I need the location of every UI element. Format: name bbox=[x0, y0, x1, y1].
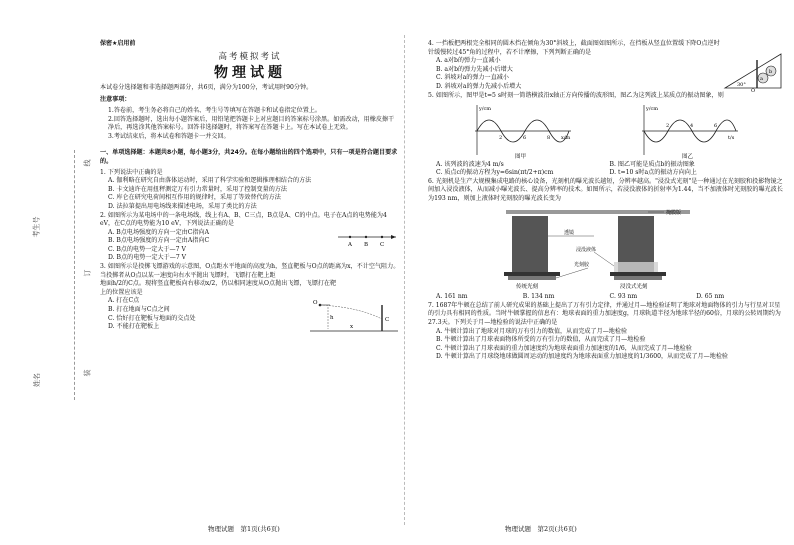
q5-fig1-caption: 图甲 bbox=[514, 153, 526, 159]
q4-option-d: D. 斜坡对a的弹力先减小后增大 bbox=[436, 82, 522, 90]
note-2: 2.回答选择题时，选出每小题答案后，用铅笔把答题卡上对应题目的答案标号涂黑。如需改动，用橡皮擦干净后，再选涂其他答案标号。回答非选择题时，将答案写在答题卡上。写在本试卷上无效。 bbox=[108, 115, 395, 132]
q3-option-d: D. 不能打在靶板上 bbox=[108, 323, 160, 331]
q2-stem: 2. 如图所示为某电场中的一条电场线，线上有A、B、C三点，B点是A、C的中点。电子在A点的电势能为4 eV，在C点的电势能为10 eV，下列说法正确的是 bbox=[100, 211, 387, 228]
q5-figures bbox=[428, 101, 783, 161]
q3-label-o: O bbox=[313, 300, 318, 307]
q5-fig2-xlabel: t/s bbox=[728, 134, 735, 141]
seal-char-3: 装 bbox=[83, 369, 92, 377]
q4-stem: 4. 一挡板把两根完全相同的圆木挡在倾角为30°斜坡上，截面图如图所示，在挡板从竖直位置缓下降O点逆时针缓慢转过45°角的过程中，若不计摩擦，下列判断正确的是 bbox=[428, 40, 720, 56]
q1-stem: 1. 下列说法中正确的是 bbox=[100, 168, 163, 176]
q5-options-row-2 bbox=[428, 169, 783, 178]
q6-label-resist: 光刻胶 bbox=[574, 261, 590, 268]
page-fold bbox=[404, 35, 405, 525]
q3-stem-a: 3. 如图所示是投掷飞镖游戏的示意图，O点距水平地面的高度为h，竖直靶板与O点的距离为x，不计空气阻力。当投掷者从O点以某一速度向右水平抛出飞镖时，飞镖打在靶上距 bbox=[100, 263, 400, 279]
q5-option-c: C. 质点c的振动方程为y=6sin(πt/2+π)cm bbox=[436, 169, 554, 177]
q2-label-a: A bbox=[348, 241, 352, 248]
seal-char-1: 线 bbox=[83, 159, 92, 167]
q5-option-a: A. 该列波的波速为4 m/s bbox=[436, 160, 504, 168]
q6-options bbox=[428, 293, 783, 302]
exam-title: 高考模拟考试 bbox=[218, 51, 282, 62]
left-content bbox=[100, 40, 400, 335]
q4-label-a: a bbox=[760, 76, 763, 82]
q3-option-c: C. 恰好打在靶板与地面的交点处 bbox=[108, 314, 196, 322]
q3-option-a: A. 打在C点 bbox=[108, 297, 140, 305]
q5-fig1-tick-3: 8 bbox=[546, 134, 550, 141]
q1-option-a: A. 伽利略在研究自由落体运动时，采用了科学实验和逻辑推理相结合的方法 bbox=[108, 177, 312, 185]
q5-option-d: D. t=10 s时a点的振动方向向上 bbox=[609, 169, 697, 177]
q1-option-b: B. 卡文迪许在用扭秤测定万有引力常量时，采用了控制变量的方法 bbox=[108, 185, 287, 193]
left-footer: 物理试题 第1页(共6页) bbox=[208, 525, 280, 533]
q6-lithography-figure bbox=[498, 206, 698, 290]
seal-char-2: 订 bbox=[83, 269, 92, 277]
q2-label-c: C bbox=[380, 241, 385, 248]
q5-vibration-figure bbox=[634, 103, 744, 159]
q2-field-line-figure bbox=[336, 229, 400, 249]
q3-dart-figure bbox=[308, 297, 400, 335]
q7-option-a: A. 牛顿计算出了地球对月球的万有引力的数值，从而完成了月—地检验 bbox=[436, 327, 628, 335]
q3-label-h: h bbox=[330, 315, 334, 322]
q5-wave-figure bbox=[467, 103, 577, 159]
q4-block bbox=[428, 40, 783, 92]
q4-option-b: B. a对b的弹力先减小后增大 bbox=[436, 65, 513, 73]
confidential-mark: 保密★启用前 bbox=[100, 40, 136, 47]
q5-option-b: B. 图乙可能是质点b的振动图象 bbox=[609, 160, 695, 168]
q2-option-b: B. B点电场强度的方向一定由A指向C bbox=[108, 237, 210, 245]
q7-option-c: C. 牛顿计算出了月球表面的重力加速度约为地球表面重力加速度的1/6，从而完成了月—地检验 bbox=[436, 344, 692, 352]
q6-option-a: A. 161 nm bbox=[436, 293, 468, 301]
q1-option-d: D. 法拉第提出用电场线来描述电场，采用了类比的方法 bbox=[108, 202, 257, 210]
q5-fig2-tick-2: 4 bbox=[690, 122, 694, 129]
q5-fig2-tick-3: 6 bbox=[714, 122, 718, 129]
q6-option-d: D. 65 nm bbox=[696, 293, 725, 301]
q4-text bbox=[428, 40, 723, 92]
q6-option-c: C. 93 nm bbox=[609, 293, 638, 301]
binding-margin bbox=[0, 0, 96, 545]
q6-label-mask: 掩膜版 bbox=[666, 209, 682, 216]
right-content bbox=[428, 40, 783, 362]
q2-option-c: C. B点的电势一定大于—7 V bbox=[108, 245, 186, 253]
name-label: 姓名 bbox=[33, 373, 41, 387]
notes-title: 注意事项： bbox=[100, 96, 131, 104]
q4-label-angle: 30° bbox=[737, 82, 746, 88]
q4-option-c: C. 斜坡对a的弹力一直减小 bbox=[436, 74, 509, 82]
q7-stem: 7. 1687年牛顿在总结了前人研究成果的基础上提出了万有引力定律，并通过月—地检验证明了地球对地面物体的引力与行星对卫星的引力具有相同的性质。当时牛顿掌握的信息有：地球表面的重力加速度g，月球轨道半径为地球半径的60倍，月球的公转周期约为27.3天。下列关于月—地检验的说法中正确的是 bbox=[428, 301, 781, 326]
q4-label-b: b bbox=[769, 69, 773, 75]
q2-row bbox=[100, 229, 400, 263]
exam-number-label: 考生号 bbox=[32, 216, 41, 238]
q3-label-c: C bbox=[385, 317, 390, 324]
q5-fig1-tick-2: 6 bbox=[522, 134, 526, 141]
q5-options-row-1 bbox=[428, 161, 783, 170]
q6-stem: 6. 光刻机是生产大规模集成电路的核心设备，光刻机的曝光波长越短，分辨率越高。"浸没式光刻"是一种通过在光刻胶和投影物镜之间加入浸没液体，从而减小曝光波长、提高分辨率的技术。如图所示，若浸没液体的折射率为1.44，当不加液体时光刻胶的曝光波长为193 nm，则加上液体时光刻胶的曝光波长变为 bbox=[428, 177, 783, 202]
q5-fig1-tick-1: 2 bbox=[498, 134, 502, 141]
q3-stem-b: 地面h/2的C点。现将竖直靶板向右移动x/2，仍以相同速度从O点抛出飞镖，飞镖打在靶 bbox=[100, 280, 337, 288]
q5-fig1-xlabel: x/m bbox=[560, 134, 570, 141]
q7-option-b: B. 牛顿计算出了月球表面物体所受的万有引力的数值，从而完成了月—地检验 bbox=[436, 336, 646, 344]
q6-caption-traditional: 传统光刻 bbox=[516, 283, 539, 290]
q2-option-a: A. B点电场强度的方向一定由C指向A bbox=[108, 228, 210, 236]
q7-option-d: D. 牛顿计算出了月球绕地球做圆周运动的加速度约为地球表面重力加速度的1/3600，从而完成了月—地检验 bbox=[436, 353, 729, 361]
right-footer: 物理试题 第2页(共6页) bbox=[505, 525, 577, 533]
q2-label-b: B bbox=[364, 241, 369, 248]
q6-option-b: B. 134 nm bbox=[522, 293, 555, 301]
note-3: 3.考试结束后，将本试卷和答题卡一并交回。 bbox=[108, 132, 230, 140]
q3-stem-c: 上的位置应该是 bbox=[100, 288, 143, 296]
binding-line bbox=[74, 150, 75, 400]
q5-fig2-ylabel: y/cm bbox=[646, 105, 659, 112]
q5-fig1-ylabel: y/cm bbox=[478, 105, 491, 112]
section-1-heading: 一、单项选择题：本题共8小题，每小题3分，共24分。在每小题给出的四个选项中，只有一项是符合题目要求的。 bbox=[100, 149, 398, 165]
q5-fig2-caption: 图乙 bbox=[682, 153, 694, 159]
q6-figure-wrap bbox=[428, 204, 783, 294]
q2-option-d: D. B点的电势一定大于—7 V bbox=[108, 254, 187, 262]
q2-options bbox=[100, 229, 336, 263]
q4-slope-figure bbox=[723, 40, 783, 92]
subject-title: 物理试题 bbox=[214, 65, 286, 82]
q3-option-b: B. 打在地面与C点之间 bbox=[108, 306, 170, 314]
q3-options bbox=[100, 297, 308, 335]
q5-stem: 5. 如图所示，图甲是t=5 s时刻一简谐横波沿x轴正方向传播的波形图，图乙为这列波上某质点的振动图象，则 bbox=[428, 92, 724, 99]
q1-option-c: C. 库仑在研究电荷间相互作用的规律时，采用了等效替代的方法 bbox=[108, 194, 281, 202]
q4-label-o: O bbox=[751, 88, 756, 92]
note-1: 1.答卷前，考生务必将自己的姓名、考生号等填写在答题卡和试卷指定位置上。 bbox=[108, 106, 322, 114]
q3-label-x: x bbox=[350, 324, 354, 331]
q4-option-a: A. a对b的弹力一直减小 bbox=[436, 57, 501, 65]
intro-text: 本试卷分选择题和非选择题两部分，共6页，满分为100分，考试用时90分钟。 bbox=[100, 83, 313, 91]
q6-caption-immersion: 浸没式光刻 bbox=[620, 283, 648, 290]
q6-label-liquid: 浸没液体 bbox=[576, 246, 597, 253]
q5-fig2-tick-1: 2 bbox=[666, 122, 670, 129]
q6-label-lens: 透镜 bbox=[564, 229, 575, 236]
q3-row bbox=[100, 297, 400, 335]
